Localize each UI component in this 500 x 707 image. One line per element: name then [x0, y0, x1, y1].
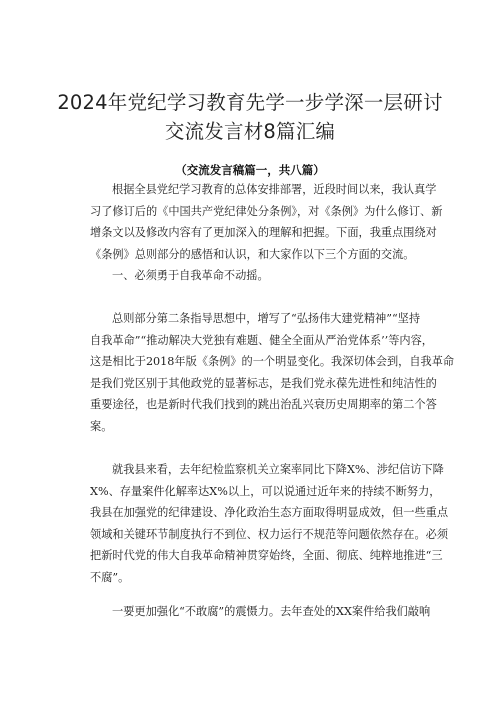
paragraph-line: 就我县来看，去年纪检监察机关立案率同比下降X%、涉纪信访下降 [112, 463, 444, 476]
paragraph-line: 这是相比于2018年版《条例》的一个明显变化。我深切体会到，自我革命 [90, 355, 455, 368]
paragraph-intro [90, 179, 442, 265]
document-subtitle: （交流发言稿篇一，共八篇） [175, 163, 325, 177]
paragraph-line: 总则部分第二条指导思想中，增写了“弘扬伟大建党精神”“坚持 [112, 312, 421, 325]
paragraph-line: 领域和关键环节制度执行不到位、权力运行不规范等问题依然存在。必须 [90, 527, 449, 541]
title-line-2: 交流发言材8篇汇编 [164, 120, 336, 143]
paragraph-line: 是我们党区别于其他政党的显著标志，是我们党永葆先进性和纯洁性的 [90, 376, 437, 390]
document-title [40, 88, 460, 146]
paragraph-county-status [90, 459, 449, 588]
paragraph-guiding-thought [90, 308, 455, 437]
paragraph-line: 《条例》总则部分的感悟和认识，和大家作以下三个方面的交流。 [90, 247, 415, 261]
paragraph-line: 一、必须勇于自我革命不动摇。 [112, 269, 269, 282]
paragraph-line: 案。 [90, 419, 113, 433]
paragraph-line: 根据全县党纪学习教育的总体安排部署，近段时间以来，我认真学 [112, 183, 437, 196]
paragraph-line: 习了修订后的《中国共产党纪律处分条例》，对《条例》为什么修订、新 [90, 204, 443, 218]
paragraph-line: 不腐”。 [90, 570, 130, 584]
title-line-1: 2024年党纪学习教育先学一步学深一层研讨 [57, 91, 443, 114]
paragraph-line: 重要途径，也是新时代我们找到的跳出治乱兴衰历史周期率的第二个答 [90, 398, 437, 411]
section-heading-1 [90, 265, 442, 287]
paragraph-line: 增条文以及修改内容有了更加深入的理解和把握。下面，我重点围绕对 [90, 226, 437, 239]
paragraph-line: X%、存量案件化解率达X%以上，可以说通过近年来的持续不断努力， [90, 484, 441, 498]
paragraph-line: 自我革命”“推动解决大党独有难题、健全全面从严治党体系’’等内容， [90, 333, 433, 347]
paragraph-deterrence [90, 601, 442, 623]
paragraph-line: 一要更加强化“不敢腐”的震慑力。去年查处的XX案件给我们敲响 [112, 605, 431, 618]
paragraph-line: 把新时代党的伟大自我革命精神贯穿始终，全面、彻底、纯粹地推进“三 [90, 549, 443, 562]
paragraph-line: 我县在加强党的纪律建设、净化政治生态方面取得明显成效，但一些重点 [90, 506, 449, 519]
